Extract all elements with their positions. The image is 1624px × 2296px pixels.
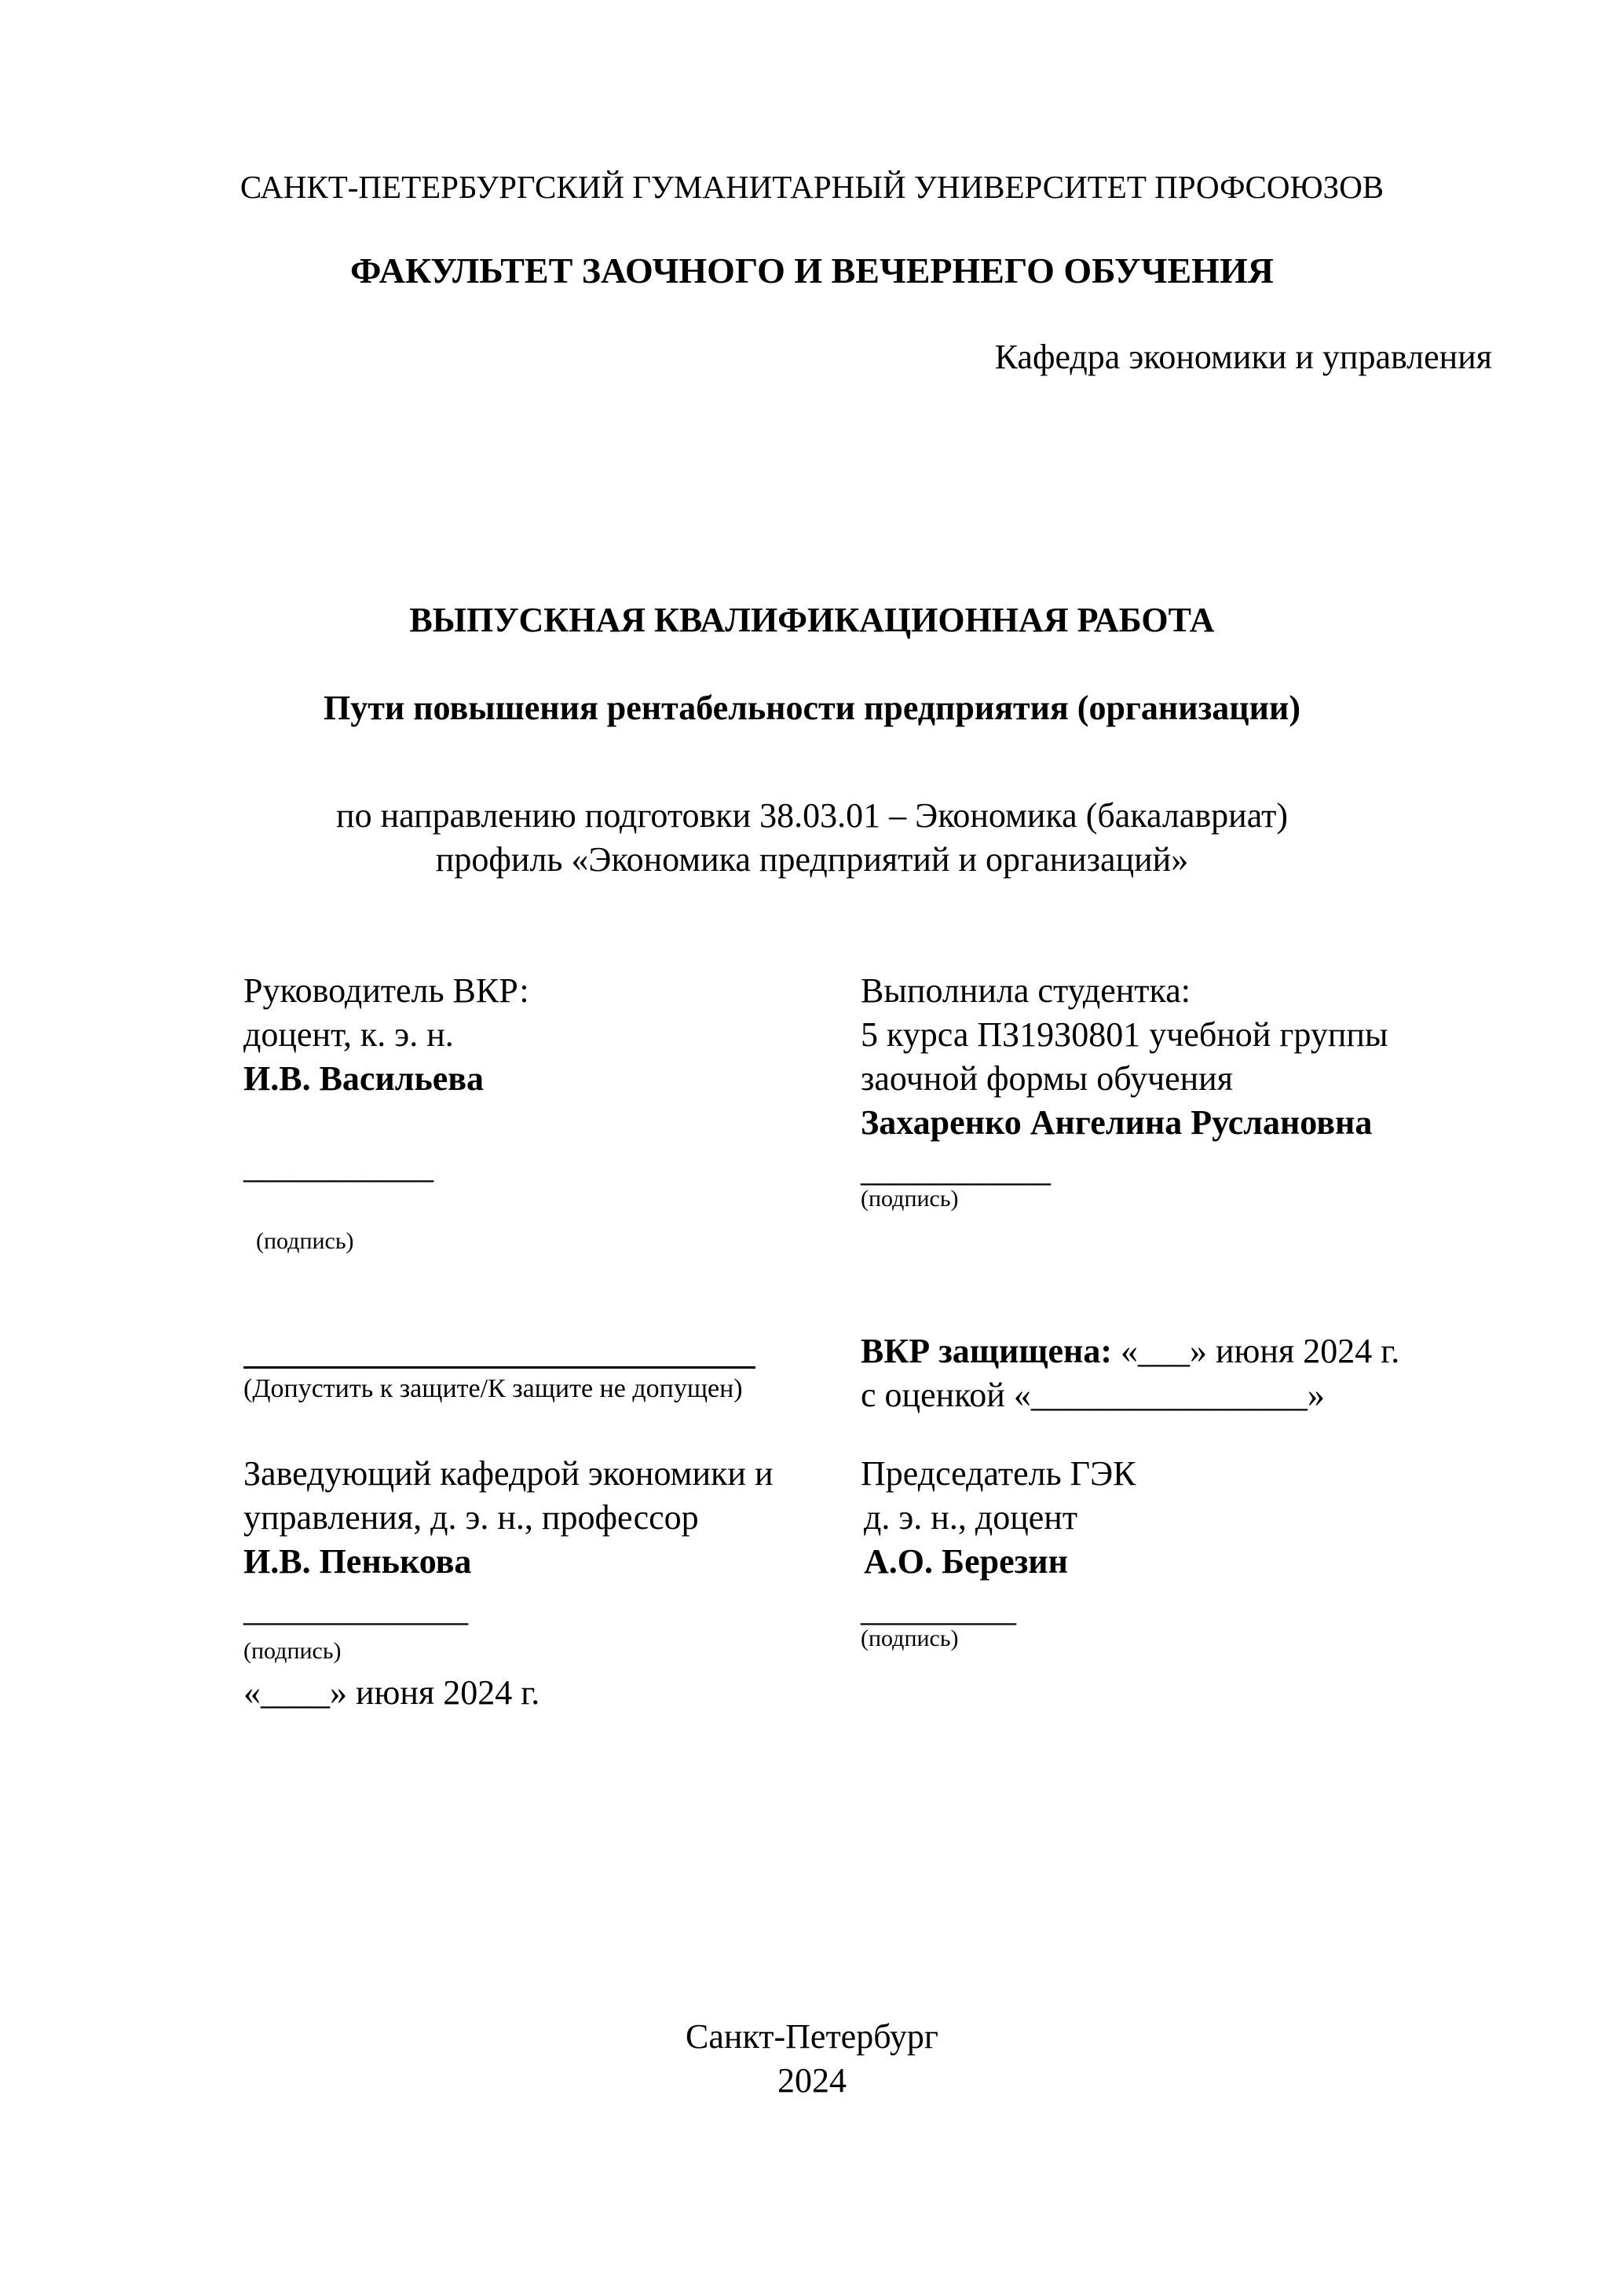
head-signature-line: _____________ — [243, 1590, 468, 1629]
supervisor-position: доцент, к. э. н. — [243, 1015, 454, 1054]
student-study-form: заочной формы обучения — [861, 1059, 1233, 1098]
defense-date-text: «___» июня 2024 г. — [1112, 1332, 1400, 1370]
student-label: Выполнила студентка: — [861, 971, 1191, 1010]
chair-signature-line: _________ — [861, 1590, 1016, 1629]
head-name: И.В. Пенькова — [243, 1542, 472, 1581]
work-title: Пути повышения рентабельности предприятия (организации) — [324, 689, 1300, 727]
work-type-heading: ВЫПУСКНАЯ КВАЛИФИКАЦИОННАЯ РАБОТА — [409, 601, 1215, 639]
chair-position: д. э. н., доцент — [864, 1498, 1078, 1537]
university-name: САНКТ-ПЕТЕРБУРГСКИЙ ГУМАНИТАРНЫЙ УНИВЕРСИТЕТ ПРОФСОЮЗОВ — [240, 169, 1384, 205]
admission-caption: (Допустить к защите/К защите не допущен) — [243, 1374, 743, 1403]
student-name: Захаренко Ангелина Руслановна — [861, 1103, 1373, 1142]
head-date: «____» июня 2024 г. — [243, 1673, 540, 1712]
supervisor-signature-caption: (подпись) — [256, 1228, 354, 1254]
department-name: Кафедра экономики и управления — [994, 338, 1492, 376]
chair-title: Председатель ГЭК — [861, 1454, 1136, 1493]
footer-year: 2024 — [777, 2061, 847, 2100]
student-signature-caption: (подпись) — [861, 1186, 959, 1212]
study-profile: профиль «Экономика предприятий и организаций» — [435, 840, 1189, 879]
chair-signature-caption: (подпись) — [861, 1625, 959, 1651]
head-title-line2: управления, д. э. н., профессор — [243, 1498, 699, 1537]
defense-date — [861, 1334, 1399, 1369]
chair-name: А.О. Березин — [864, 1542, 1069, 1581]
footer-city: Санкт-Петербург — [686, 2017, 938, 2056]
defense-label: ВКР защищена: — [861, 1332, 1112, 1370]
supervisor-label: Руководитель ВКР: — [243, 971, 529, 1010]
student-course-group: 5 курса ПЗ19З0801 учебной группы — [861, 1015, 1388, 1054]
supervisor-signature-line: ___________ — [243, 1147, 433, 1186]
study-direction: по направлению подготовки 38.03.01 – Экономика (бакалавриат) — [336, 796, 1288, 835]
head-title-line1: Заведующий кафедрой экономики и — [243, 1454, 774, 1493]
student-signature-line: ___________ — [861, 1150, 1051, 1189]
faculty-name: ФАКУЛЬТЕТ ЗАОЧНОГО И ВЕЧЕРНЕГО ОБУЧЕНИЯ — [350, 250, 1274, 291]
supervisor-name: И.В. Васильева — [243, 1059, 485, 1098]
defense-grade: с оценкой «________________» — [861, 1376, 1325, 1414]
admission-signature-line — [243, 1366, 755, 1369]
head-signature-caption: (подпись) — [243, 1638, 342, 1664]
